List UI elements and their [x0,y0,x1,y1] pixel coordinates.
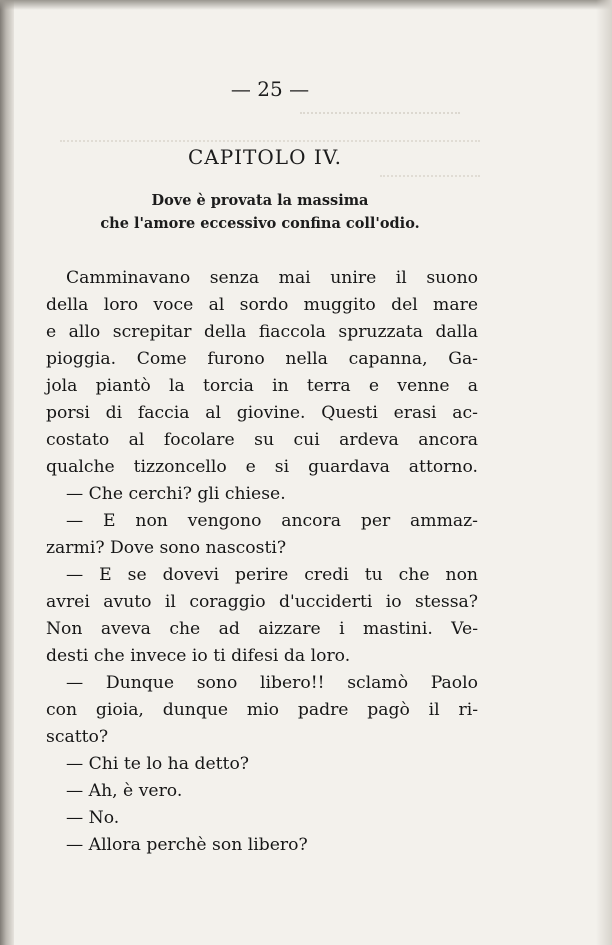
chapter-subtitle-line: che l'amore eccessivo confina coll'odio. [100,215,420,232]
text-line: zarmi? Dove sono nascosti? [46,538,287,558]
text-line: — Dunque sono libero!! sclamò Paolo [66,673,478,693]
text-line: desti che invece io ti difesi da loro. [46,646,351,666]
text-line: — Ah, è vero. [66,781,183,801]
binding-gutter [0,0,14,945]
bleed-through [60,128,480,142]
text-line: scatto? [46,727,109,747]
top-shadow [0,0,612,10]
text-line: costato al focolare su cui ardeva ancora [46,430,478,450]
text-line: qualche tizzoncello e si guardava attorno. [46,457,478,477]
page-number: — 25 — [230,77,310,101]
text-line: — Allora perchè son libero? [66,835,308,855]
text-line: e allo screpitar della fiaccola spruzzata dalla [46,322,478,342]
text-line: — Chi te lo ha detto? [66,754,250,774]
page-edge [596,0,612,945]
text-line: Camminavano senza mai unire il suono [66,268,478,288]
text-line: — E non vengono ancora per ammaz- [66,511,478,531]
text-line: avrei avuto il coraggio d'ucciderti io stessa? [46,592,478,612]
text-line: con gioia, dunque mio padre pagò il ri- [46,700,478,720]
text-line: — E se dovevi perire credi tu che non [66,565,478,585]
text-line: pioggia. Come furono nella capanna, Ga- [46,349,478,369]
text-line: porsi di faccia al giovine. Questi erasi ac- [46,403,478,423]
text-line: della loro voce al sordo muggito del mare [46,295,478,315]
text-line: Non aveva che ad aizzare i mastini. Ve- [46,619,478,639]
text-line: — No. [66,808,120,828]
chapter-subtitle-line: Dove è provata la massima [151,192,369,209]
text-line: jola piantò la torcia in terra e venne a [46,376,478,396]
chapter-title: CAPITOLO IV. [187,145,343,169]
text-line: — Che cerchi? gli chiese. [66,484,286,504]
